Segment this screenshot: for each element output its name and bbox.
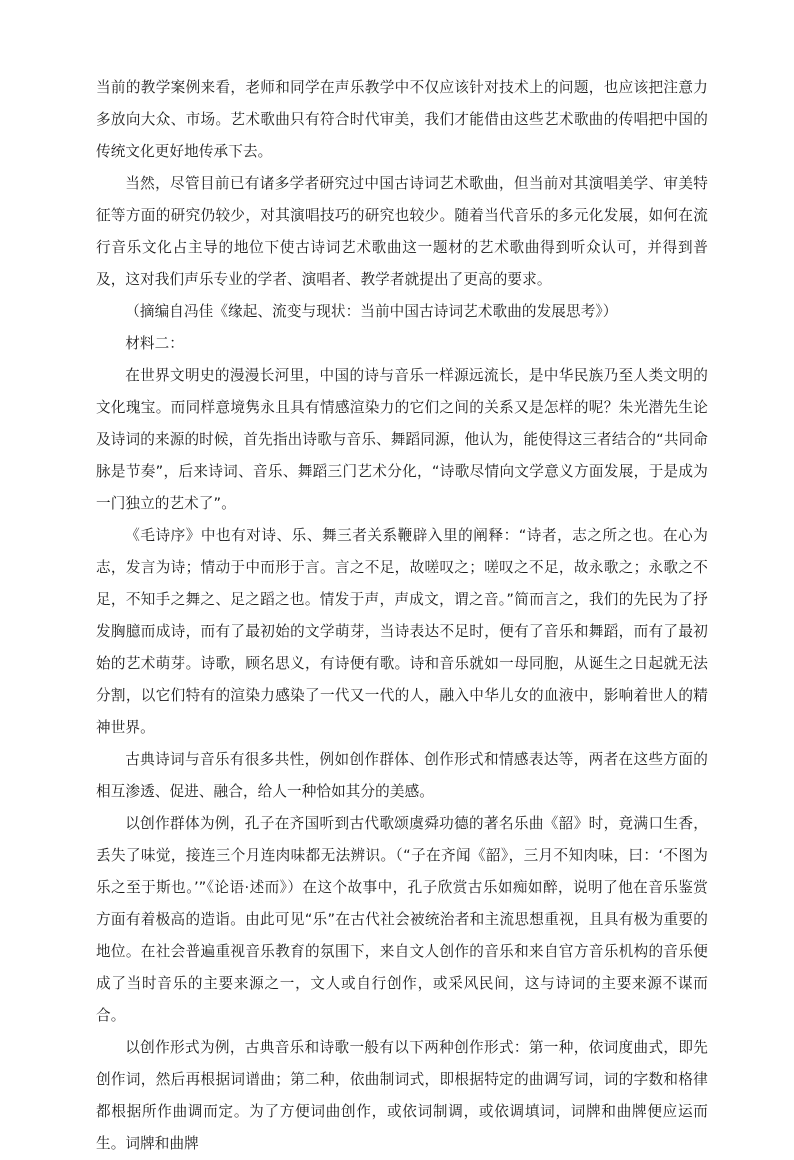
material-two-heading: 材料二： <box>125 335 184 352</box>
paragraph-poetry-music-origin: 在世界文明史的漫漫长河里，中国的诗与音乐一样源远流长，是中华民族乃至人类文明的文化瑰宝。而同样意境隽永且具有情感渲染力的它们之间的关系又是怎样的呢？朱光潜先生论及诗词的来源的时候，首先指出诗歌与音乐、舞蹈同源，他认为，能使得这三者结合的“共同命脉是节奏”，后来诗词、音乐、舞蹈三门艺术分化，“诗歌尽情向文学意义方面发展，于是成为一门独立的艺术了”。 <box>96 367 708 512</box>
paragraph-research-status: 当然，尽管目前已有诸多学者研究过中国古诗词艺术歌曲，但当前对其演唱美学、审美特征等方面的研究仍较少，对其演唱技巧的研究也较少。随着当代音乐的多元化发展，如何在流行音乐文化占主导的地位下使古诗词艺术歌曲这一题材的艺术歌曲得到听众认可，并得到普及，这对我们声乐专业的学者、演唱者、教学者就提出了更高的要求。 <box>96 175 708 288</box>
source-citation: （摘编自冯佳《缘起、流变与现状：当前中国古诗词艺术歌曲的发展思考》） <box>125 303 618 320</box>
paragraph-commonality: 古典诗词与音乐有很多共性，例如创作群体、创作形式和情感表达等，两者在这些方面的相互渗透、促进、融合，给人一种恰如其分的美感。 <box>96 751 708 800</box>
paragraph-mao-shi-xu: 《毛诗序》中也有对诗、乐、舞三者关系鞭辟入里的阐释：“诗者，志之所之也。在心为志，发言为诗；情动于中而形于言。言之不足，故嗟叹之；嗟叹之不足，故永歌之；永歌之不足，不知手之舞之、足之蹈之也。情发于声，声成文，谓之音。”简而言之，我们的先民为了抒发胸臆而成诗，而有了最初始的文学萌芽，当诗表达不足时，便有了音乐和舞蹈，而有了最初始的艺术萌芽。诗歌，顾名思义，有诗便有歌。诗和音乐就如一母同胞，从诞生之日起就无法分割，以它们特有的渲染力感染了一代又一代的人，融入中华儿女的血液中，影响着世人的精神世界。 <box>96 527 708 736</box>
document-body <box>96 72 708 1160</box>
paragraph-continuation: 当前的教学案例来看，老师和同学在声乐教学中不仅应该针对技术上的问题，也应该把注意力多放向大众、市场。艺术歌曲只有符合时代审美，我们才能借由这些艺术歌曲的传唱把中国的传统文化更好地传承下去。 <box>96 79 708 160</box>
paragraph-creative-group: 以创作群体为例，孔子在齐国听到古代歌颂虞舜功德的著名乐曲《韶》时，竟满口生香，丢失了味觉，接连三个月连肉味都无法辨识。（“子在齐闻《韶》，三月不知肉味，曰：‘不图为乐之至于斯也。’”《论语·述而》）在这个故事中，孔子欣赏古乐如痴如醉，说明了他在音乐鉴赏方面有着极高的造诣。由此可见“乐”在古代社会被统治者和主流思想重视，且具有极为重要的地位。在社会普遍重视音乐教育的氛围下，来自文人创作的音乐和来自官方音乐机构的音乐便成了当时音乐的主要来源之一，文人或自行创作，或采风民间，这与诗词的主要来源不谋而合。 <box>96 815 708 1024</box>
paragraph-creative-form: 以创作形式为例，古典音乐和诗歌一般有以下两种创作形式：第一种，依词度曲式，即先创作词，然后再根据词谱曲；第二种，依曲制词式，即根据特定的曲调写词，词的字数和格律都根据所作曲调而定。为了方便词曲创作，或依词制调，或依调填词，词牌和曲牌便应运而生。词牌和曲牌 <box>96 1039 708 1152</box>
